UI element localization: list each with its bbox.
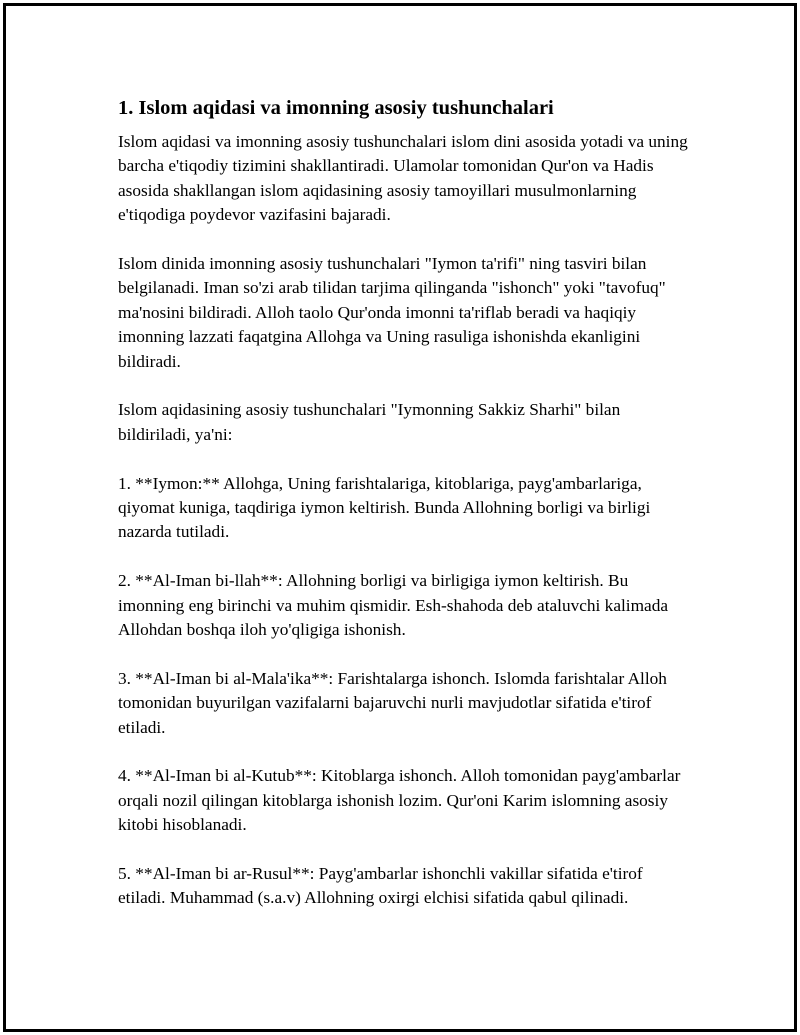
list-item-iman-billah: 2. **Al-Iman bi-llah**: Allohning borligi va birligiga iymon keltirish. Bu imonning eng birinchi va muhim qismidir. Esh-shahoda deb ataluvchi kalimada Allohdan boshqa iloh yo'qligiga ishonish.: [118, 571, 669, 640]
intro-paragraph: Islom aqidasi va imonning asosiy tushunchalari islom dini asosida yotadi va uning barcha e'tiqodiy tizimini shakllantiradi. Ulamolar tomonidan Qur'on va Hadis asosida shakllangan islom aqidasining asosiy tamoyillari musulmonlarning e'tiqodiga poydevor vazifasini bajaradi.: [118, 132, 688, 225]
iman-definition-paragraph: Islom dinida imonning asosiy tushunchalari "Iymon ta'rifi" ning tasviri bilan belgilanadi. Iman so'zi arab tilidan tarjima qilinganda "ishonch" yoki "tavofuq" ma'nosini bildiradi. Alloh taolo Qur'onda imonni ta'riflab beradi va haqiqiy imonning lazzati faqatgina Allohga va Uning rasuliga ishonishda ekanligini bildiradi.: [118, 254, 666, 371]
list-item-iymon: 1. **Iymon:** Allohga, Uning farishtalariga, kitoblariga, payg'ambarlariga, qiyomat kuniga, taqdiriga iymon keltirish. Bunda Allohning borligi va birligi nazarda tutiladi.: [118, 473, 651, 542]
list-item-kutub: 4. **Al-Iman bi al-Kutub**: Kitoblarga ishonch. Alloh tomonidan payg'ambarlar orqali nozil qilingan kitoblarga ishonish lozim. Qur'oni Karim islomning asosiy kitobi hisoblanadi.: [118, 766, 681, 835]
section-heading: 1. Islom aqidasi va imonning asosiy tushunchalari: [118, 97, 554, 119]
document-body: [115, 95, 690, 935]
eight-explanations-intro: Islom aqidasining asosiy tushunchalari "Iymonning Sakkiz Sharhi" bilan bildiriladi, ya'ni:: [118, 400, 621, 444]
list-item-rusul: 5. **Al-Iman bi ar-Rusul**: Payg'ambarlar ishonchli vakillar sifatida e'tirof etiladi. Muhammad (s.a.v) Allohning oxirgi elchisi sifatida qabul qilinadi.: [118, 864, 643, 908]
list-item-malaika: 3. **Al-Iman bi al-Mala'ika**: Farishtalarga ishonch. Islomda farishtalar Alloh tomonidan buyurilgan vazifalarni bajaruvchi nurli mavjudotlar sifatida e'tirof etiladi.: [118, 668, 667, 737]
